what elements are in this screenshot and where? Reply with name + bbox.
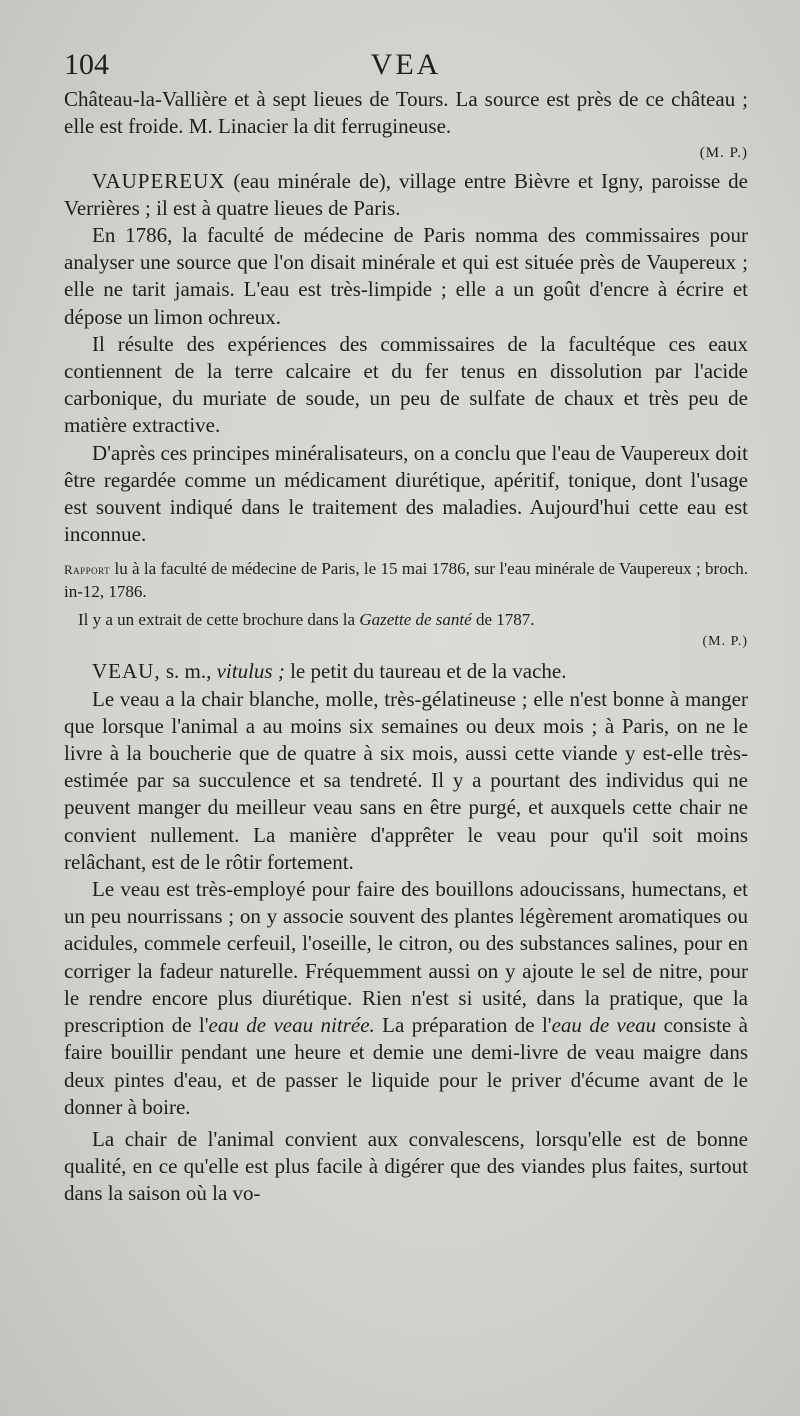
running-head: VEA	[370, 48, 442, 81]
latin-name: vitulus ;	[216, 659, 285, 684]
paragraph-convalescens: La chair de l'animal convient aux convalescens, lorsqu'elle est de bonne qualité, en ce qu'elle est plus facile à digérer que des viandes plus faites, surtout dans la saison où la vo-	[64, 1126, 748, 1206]
footnote-tag: Rapport	[64, 562, 111, 578]
paragraph-text: consiste à faire bouillir pendant une heure et demie une demi-livre de veau maigre dans deux pintes d'eau, et de passer le liquide pour le priver d'écume avant de le donner à boire.	[64, 1013, 748, 1119]
entry-text: le petit du taureau et de la vache.	[284, 659, 567, 684]
footnote-text: lu à la faculté de médecine de Paris, le 15 mai 1786, sur l'eau minérale de Vaupereux ; broch. in-12, 1786.	[64, 559, 748, 602]
entry-veau	[64, 658, 748, 685]
author-attribution: (M. P.)	[699, 145, 748, 162]
paragraph-bouillons	[64, 876, 748, 1121]
footnote-text: de 1787.	[471, 610, 535, 630]
paragraph-experiments: Il résulte des expériences des commissaires de la facultéque ces eaux contiennent de la terre calcaire et du fer tenus en dissolution par l'acide carbonique, du muriate de soude, un peu de sulfate de chaux et très peu de matière extractive.	[64, 331, 748, 438]
page-number: 104	[64, 48, 109, 81]
paragraph-text: Le veau est très-employé pour faire des bouillons adoucissans, humectans, et un peu nourrissans ; on y associe souvent des plantes légèrement aromatiques ou acidules, commele cerfeuil, l'oseille, le citron, ou des substances salines, pour en corriger la fadeur naturelle. Fréquemment aussi on y ajoute le sel de nitre, pour le rendre encore plus diurétique. Rien n'est si usité, dans la pratique, que la prescription de l'	[64, 877, 748, 1038]
page-body	[64, 86, 748, 1208]
italic-term: eau de veau nitrée.	[208, 1013, 375, 1038]
paragraph-conclusion: D'après ces principes minéralisateurs, on a conclu que l'eau de Vaupereux doit être regardée comme un médicament diurétique, apéritif, tonique, dont l'usage est souvent indiqué dans le traitement des maladies. Aujourd'hui cette eau est inconnue.	[64, 440, 748, 547]
paragraph-text: La préparation de l'	[374, 1013, 552, 1038]
footnote-title: Gazette de santé	[359, 610, 472, 630]
paragraph-text: Château-la-Vallière et à sept lieues de Tours. La source est près de ce château ; elle est froide. M. Linacier la dit ferrugineuse.	[64, 87, 748, 139]
paragraph-chair: Le veau a la chair blanche, molle, très-gélatineuse ; elle n'est bonne à manger que lorsque l'animal a au moins six semaines ou deux mois ; à Paris, on ne le livre à la boucherie que de quatre à six mois, aussi cette viande y est-elle très-estimée par sa succulence et sa tendreté. Il y a pourtant des individus qui ne peuvent manger du meilleur veau sans en être purgé, et auxquels cette chair ne convient nullement. La manière d'apprêter le veau pour qu'il soit moins relâchant, est de le rôtir fortement.	[64, 686, 748, 874]
footnote-gazette	[64, 609, 748, 653]
paragraph-commission: En 1786, la faculté de médecine de Paris nomma des commissaires pour analyser une source que l'on disait minérale et qui est située près de Vaupereux ; elle ne tarit jamais. L'eau est très-limpide ; elle a un goût d'encre à écrire et dépose un limon ochreux.	[64, 223, 748, 329]
footnote-text: Il y a un extrait de cette brochure dans la	[78, 610, 360, 630]
entry-headword: VAUPEREUX	[92, 168, 226, 193]
page-header	[64, 48, 748, 84]
entry-text: (eau minérale de), village entre Bièvre et Igny, paroisse de Verrières ; il est à quatre lieues de Paris.	[64, 168, 748, 220]
author-attribution: (M. P.)	[702, 634, 748, 650]
footnote-rapport	[64, 558, 748, 603]
entry-headword: VEAU,	[92, 659, 161, 684]
paragraph-chateau	[64, 86, 748, 168]
entry-vaupereux	[64, 168, 748, 222]
entry-text: s. m.,	[160, 659, 217, 684]
italic-term: eau de veau	[551, 1013, 657, 1038]
